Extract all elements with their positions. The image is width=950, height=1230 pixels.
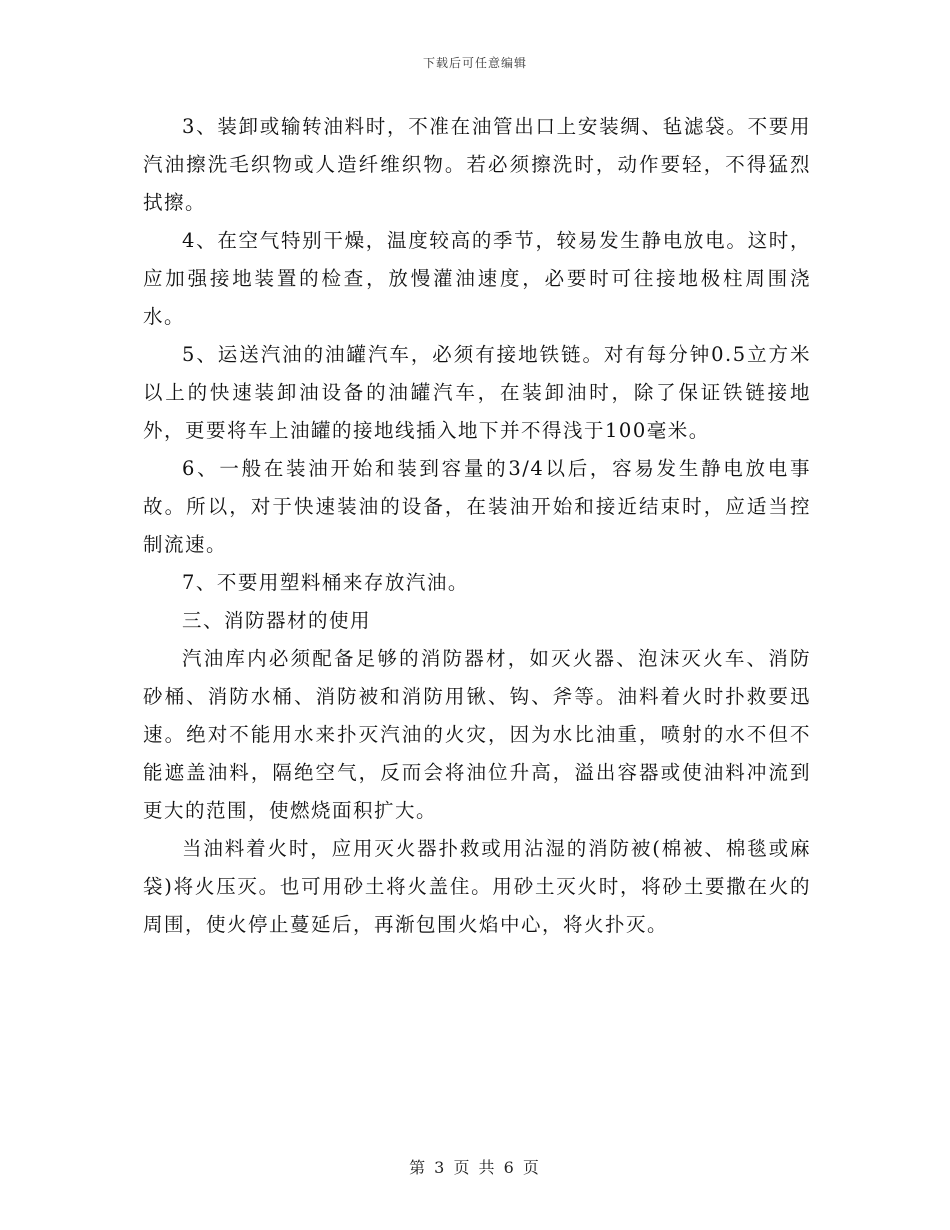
section-heading: 三、消防器材的使用 (182, 609, 372, 632)
paragraph-fire-response: 当油料着火时，应用灭火器扑救或用沾湿的消防被(棉被、棉毯或麻袋)将火压灭。也可用砂土将火盖住。用砂土灭火时，将砂土要撒在火的周围，使火停止蔓延后，再渐包围火焰中心，将火扑灭。 (143, 837, 811, 936)
paragraph-item-5: 5、运送汽油的油罐汽车，必须有接地铁链。对有每分钟0.5立方米以上的快速装卸油设备的油罐汽车，在装卸油时，除了保证铁链接地外，更要将车上油罐的接地线插入地下并不得浅于100毫米。 (143, 343, 811, 442)
paragraph-item-7: 7、不要用塑料桶来存放汽油。 (182, 571, 469, 594)
page-header: 下载后可任意编辑 (422, 56, 527, 70)
document-body (143, 108, 811, 944)
paragraph-item-4: 4、在空气特别干燥，温度较高的季节，较易发生静电放电。这时，应加强接地装置的检查，放慢灌油速度，必要时可往接地极柱周围浇水。 (143, 229, 811, 328)
page-number-footer: 第 3 页 共 6 页 (409, 1158, 541, 1177)
paragraph-fire-equipment: 汽油库内必须配备足够的消防器材，如灭火器、泡沫灭火车、消防砂桶、消防水桶、消防被和消防用锹、钩、斧等。油料着火时扑救要迅速。绝对不能用水来扑灭汽油的火灾，因为水比油重，喷射的水不但不能遮盖油料，隔绝空气，反而会将油位升高，溢出容器或使油料冲流到更大的范围，使燃烧面积扩大。 (143, 647, 811, 822)
paragraph-item-3: 3、装卸或输转油料时，不准在油管出口上安装绸、毡滤袋。不要用汽油擦洗毛织物或人造纤维织物。若必须擦洗时，动作要轻，不得猛烈拭擦。 (143, 115, 811, 214)
paragraph-item-6: 6、一般在装油开始和装到容量的3/4以后，容易发生静电放电事故。所以，对于快速装油的设备，在装油开始和接近结束时，应适当控制流速。 (143, 457, 811, 556)
